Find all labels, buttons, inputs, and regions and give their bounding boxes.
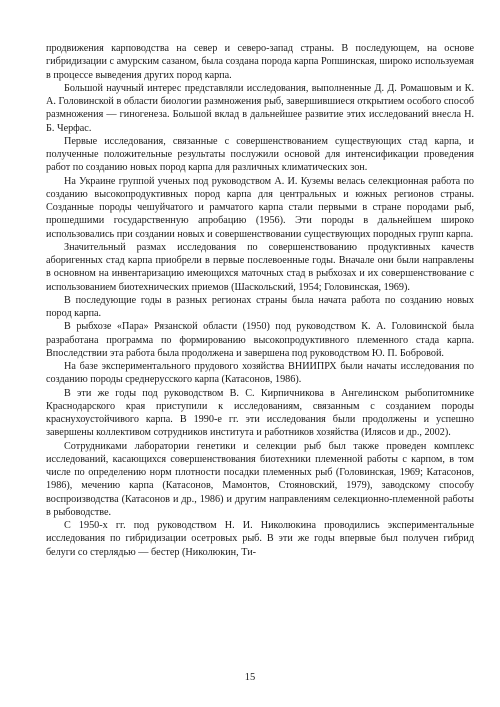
paragraph: Сотрудниками лаборатории генетики и селекции рыб был также проведен комплекс исследований, касающихся совершенствования биотехники племенной работы с карпом, в том числе по определению норм плотности посадки племенных рыб (Головинская, 1969; Катасонов, 1986), мечению карпа (Катасонов, Мамонтов, Стояновский, 1979), заводскому способу воспроизводства (Катасонов и др., 1986) и другим направлениям селекционно-племенной работы в рыбоводстве. xyxy=(46,440,474,518)
paragraph: На Украине группой ученых под руководством А. И. Куземы велась селекционная работа по созданию высокопродуктивных пород карпа для центральных и южных регионов страны. Созданные породы чешуйчатого и рамчатого карпа стали первыми в стране породами рыб, прошедшими государственную апробацию (1956). Эти породы в дальнейшем широко использовались при создании новых и совершенствовании существующих породных групп карпа. xyxy=(46,175,474,240)
page-number: 15 xyxy=(244,672,256,683)
paragraph: В рыбхозе «Пара» Рязанской области (1950) под руководством К. А. Головинской была разработана программа по формированию высокопродуктивного племенного стада карпа. Впоследствии эта работа была продолжена и завершена под руководством Ю. П. Бобровой. xyxy=(46,321,474,359)
body-text xyxy=(46,42,474,559)
paragraph: Большой научный интерес представляли исследования, выполненные Д. Д. Ромашовым и К. А. Головинской в области биологии размножения рыб, завершившиеся открытием особого способ размножения — гиногенеза. Большой вклад в дальнейшее развитие этих исследований внесла Н. Б. Черфас. xyxy=(46,82,474,134)
paragraph: Первые исследования, связанные с совершенствованием существующих стад карпа, и полученные положительные результаты послужили основой для интенсификации проведения работ по созданию новых пород карпа для различных климатических зон. xyxy=(46,135,474,174)
paragraph: В последующие годы в разных регионах страны была начата работа по созданию новых пород карпа. xyxy=(46,294,474,319)
paragraph: В эти же годы под руководством В. С. Кирпичникова в Ангелинском рыбопитомнике Краснодарского края приступили к исследованиям, связанным с созданием породы краснухоустойчивого карпа. В 1990-е гг. эти исследования были продолжены и успешно завершены коллективом сотрудников института и работников хозяйства (Илясов и др., 2002). xyxy=(46,387,474,439)
paragraph: Значительный размах исследования по совершенствованию продуктивных качеств аборигенных стад карпа приобрели в первые послевоенные годы. Вначале они были направлены в основном на инвентаризацию имеющихся маточных стад в рыбхозах и их совершенствование с использованием биотехнических приемов (Шаскольский, 1954; Головинская, 1969). xyxy=(46,241,474,293)
paragraph: На базе экспериментального прудового хозяйства ВНИИПРХ были начаты исследования по созданию породы среднерусского карпа (Катасонов, 1986). xyxy=(46,361,474,386)
paragraph: С 1950-х гг. под руководством Н. И. Николюкина проводились экспериментальные исследования по гибридизации осетровых рыб. В эти же годы впервые был получен гибрид белуги со стерлядью — бестер (Николюкин, Ти- xyxy=(46,520,474,558)
paragraph: продвижения карповодства на север и северо-запад страны. В последующем, на основе гибридизации с амурским сазаном, была создана порода карпа Ропшинская, широко используемая в процессе выведения других пород карпа. xyxy=(46,43,474,81)
